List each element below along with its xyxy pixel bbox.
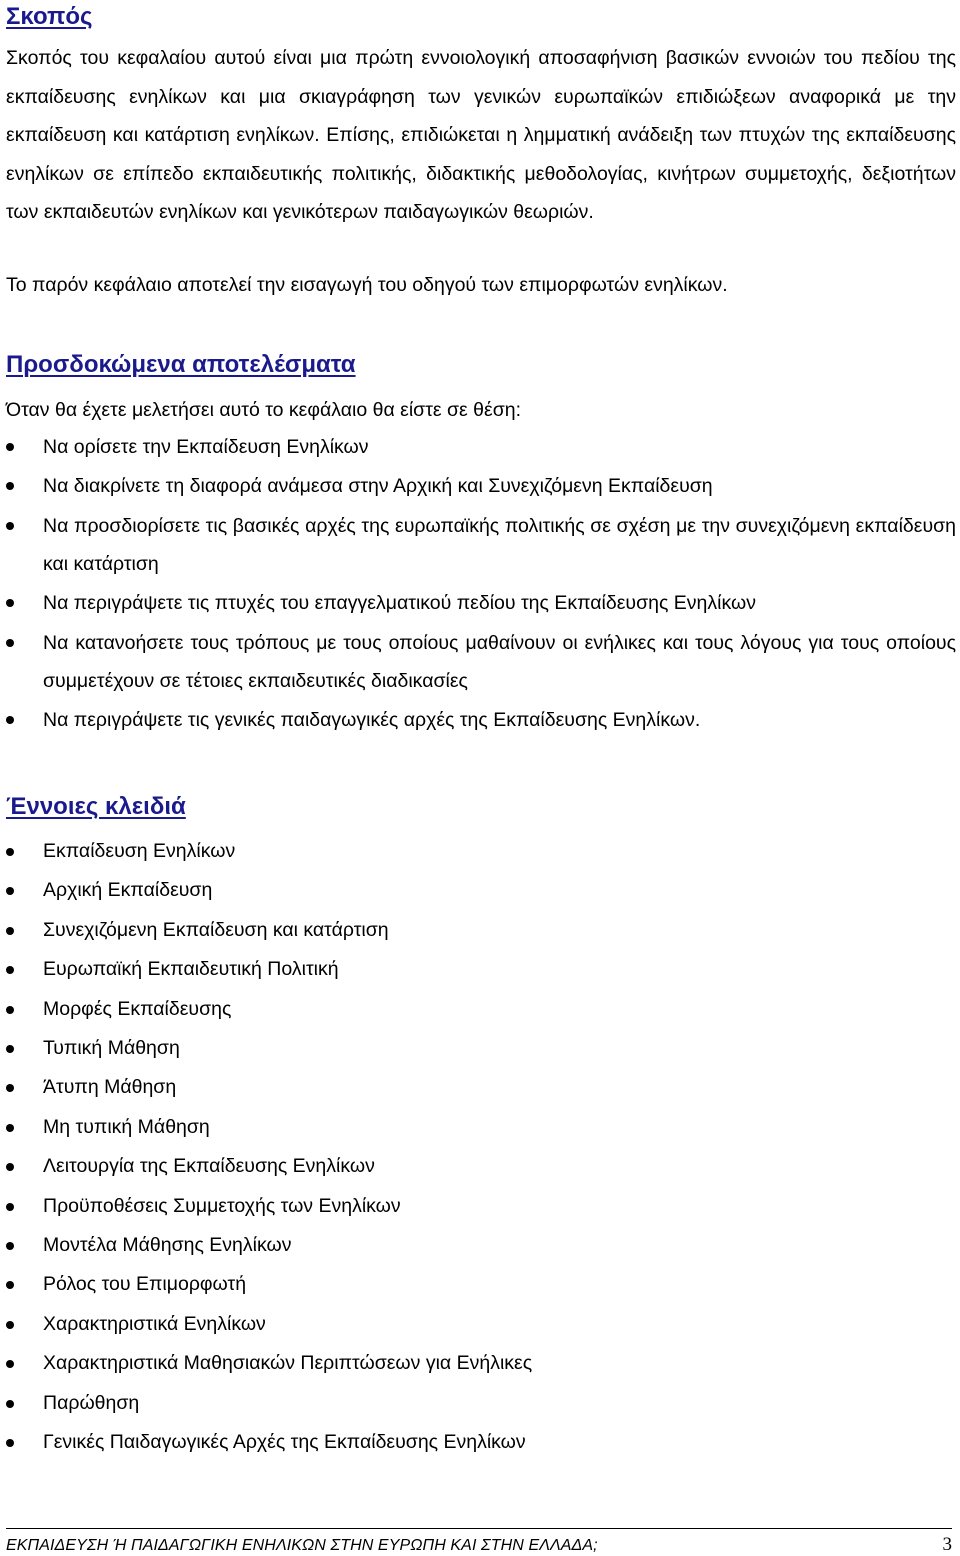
list-item [6, 1423, 956, 1462]
bullet-icon [6, 624, 16, 663]
bullet-icon [6, 701, 16, 740]
concept-text: Εκπαίδευση Ενηλίκων [43, 840, 236, 862]
section-heading-key-concepts: Έννοιες κλειδιά [6, 793, 186, 820]
bullet-icon [6, 1187, 16, 1226]
concept-text: Μοντέλα Μάθησης Ενηλίκων [43, 1234, 292, 1257]
concept-text: Παρώθηση [43, 1391, 140, 1414]
bullet-icon [6, 507, 16, 546]
list-item [6, 1187, 956, 1226]
concept-text: Αρχική Εκπαίδευση [43, 879, 213, 902]
concept-text: Λειτουργία της Εκπαίδευσης Ενηλίκων [43, 1155, 375, 1178]
concept-text: Μορφές Εκπαίδευσης [43, 997, 232, 1020]
concept-text: Μη τυπική Μάθηση [43, 1115, 210, 1138]
concept-text: Ρόλος του Επιμορφωτή [43, 1273, 247, 1296]
list-item [6, 832, 956, 871]
concept-text: Τυπική Μάθηση [43, 1037, 180, 1060]
list-item [6, 507, 956, 584]
list-item [6, 1068, 956, 1107]
bullet-icon [6, 871, 16, 910]
bullet-icon [6, 1384, 16, 1423]
bullet-icon [6, 1423, 16, 1462]
page-footer [6, 1528, 952, 1556]
bullet-icon [6, 911, 16, 950]
list-item [6, 950, 956, 989]
purpose-paragraph-2: Το παρόν κεφάλαιο αποτελεί την εισαγωγή του οδηγού των επιμορφωτών ενηλίκων. [6, 274, 728, 296]
bullet-icon [6, 1265, 16, 1304]
concept-text: Άτυπη Μάθηση [43, 1076, 177, 1099]
outcome-text: Να διακρίνετε τη διαφορά ανάμεσα στην Αρχική και Συνεχιζόμενη Εκπαίδευση [43, 475, 713, 498]
bullet-icon [6, 1226, 16, 1265]
list-item [6, 990, 956, 1029]
bullet-icon [6, 1029, 16, 1068]
purpose-paragraph: Σκοπός του κεφαλαίου αυτού είναι μια πρώτη εννοιολογική αποσαφήνιση βασικών εννοιών του πεδίου της εκπαίδευσης ενηλίκων και μια σκιαγράφηση των γενικών ευρωπαϊκών επιδιώξεων αναφορικά με την εκπαίδευση και κατάρτιση ενηλίκων. Επίσης, επιδιώκεται η λημματική ανάδειξη των πτυχών της εκπαίδευσης ενηλίκων σε επίπεδο εκπαιδευτικής πολιτικής, διδακτικής μεθοδολογίας, κινήτρων συμμετοχής, δεξιοτήτων των εκπαιδευτών ενηλίκων και γενικότερων παιδαγωγικών θεωριών. [6, 47, 956, 223]
bullet-icon [6, 467, 16, 506]
outcome-text: Να προσδιορίσετε τις βασικές αρχές της ευρωπαϊκής πολιτικής σε σχέση με την συνεχιζόμενη εκπαίδευση και κατάρτιση [43, 514, 956, 576]
concept-text: Προϋποθέσεις Συμμετοχής των Ενηλίκων [43, 1194, 401, 1217]
concept-text: Γενικές Παιδαγωγικές Αρχές της Εκπαίδευσης Ενηλίκων [43, 1431, 526, 1454]
list-item [6, 1384, 956, 1423]
list-item [6, 871, 956, 910]
list-item [6, 467, 956, 506]
list-item [6, 1108, 956, 1147]
bullet-icon [6, 1305, 16, 1344]
bullet-icon [6, 1108, 16, 1147]
outcome-text: Να κατανοήσετε τους τρόπους με τους οποίους μαθαίνουν οι ενήλικες και τους λόγους για τους οποίους συμμετέχουν σε τέτοιες εκπαιδευτικές διαδικασίες [43, 631, 956, 693]
outcomes-intro: Όταν θα έχετε μελετήσει αυτό το κεφάλαιο θα είστε σε θέση: [6, 399, 522, 421]
bullet-icon [6, 990, 16, 1029]
list-item [6, 1305, 956, 1344]
bullet-icon [6, 1344, 16, 1383]
section-heading-outcomes: Προσδοκώμενα αποτελέσματα [6, 351, 356, 378]
list-item [6, 1226, 956, 1265]
list-item [6, 428, 956, 467]
bullet-icon [6, 584, 16, 623]
bullet-icon [6, 428, 16, 467]
concept-text: Ευρωπαϊκή Εκπαιδευτική Πολιτική [43, 958, 339, 981]
concept-text: Χαρακτηριστικά Μαθησιακών Περιπτώσεων για Ενήλικες [43, 1352, 533, 1375]
bullet-icon [6, 1068, 16, 1107]
footer-title: ΕΚΠΑΙΔΕΥΣΗ Ή ΠΑΙΔΑΓΩΓΙΚΗ ΕΝΗΛΙΚΩΝ ΣΤΗΝ ΕΥΡΩΠΗ ΚΑΙ ΣΤΗΝ ΕΛΛΑΔΑ; [6, 1537, 598, 1554]
outcomes-list [6, 428, 956, 741]
list-item [6, 911, 956, 950]
key-concepts-list [6, 832, 956, 1463]
list-item [6, 624, 956, 701]
bullet-icon [6, 1147, 16, 1186]
concept-text: Συνεχιζόμενη Εκπαίδευση και κατάρτιση [43, 918, 389, 941]
section-heading-purpose: Σκοπός [6, 3, 93, 30]
list-item [6, 1029, 956, 1068]
page-number: 3 [942, 1534, 952, 1555]
outcome-text: Να περιγράψετε τις γενικές παιδαγωγικές αρχές της Εκπαίδευσης Ενηλίκων. [43, 709, 701, 732]
list-item [6, 584, 956, 623]
outcome-text: Να περιγράψετε τις πτυχές του επαγγελματικού πεδίου της Εκπαίδευσης Ενηλίκων [43, 592, 756, 615]
list-item [6, 1344, 956, 1383]
list-item [6, 701, 956, 740]
list-item [6, 1265, 956, 1304]
concept-text: Χαρακτηριστικά Ενηλίκων [43, 1312, 266, 1335]
bullet-icon [6, 832, 16, 871]
bullet-icon [6, 950, 16, 989]
outcome-text: Να ορίσετε την Εκπαίδευση Ενηλίκων [43, 436, 369, 458]
list-item [6, 1147, 956, 1186]
